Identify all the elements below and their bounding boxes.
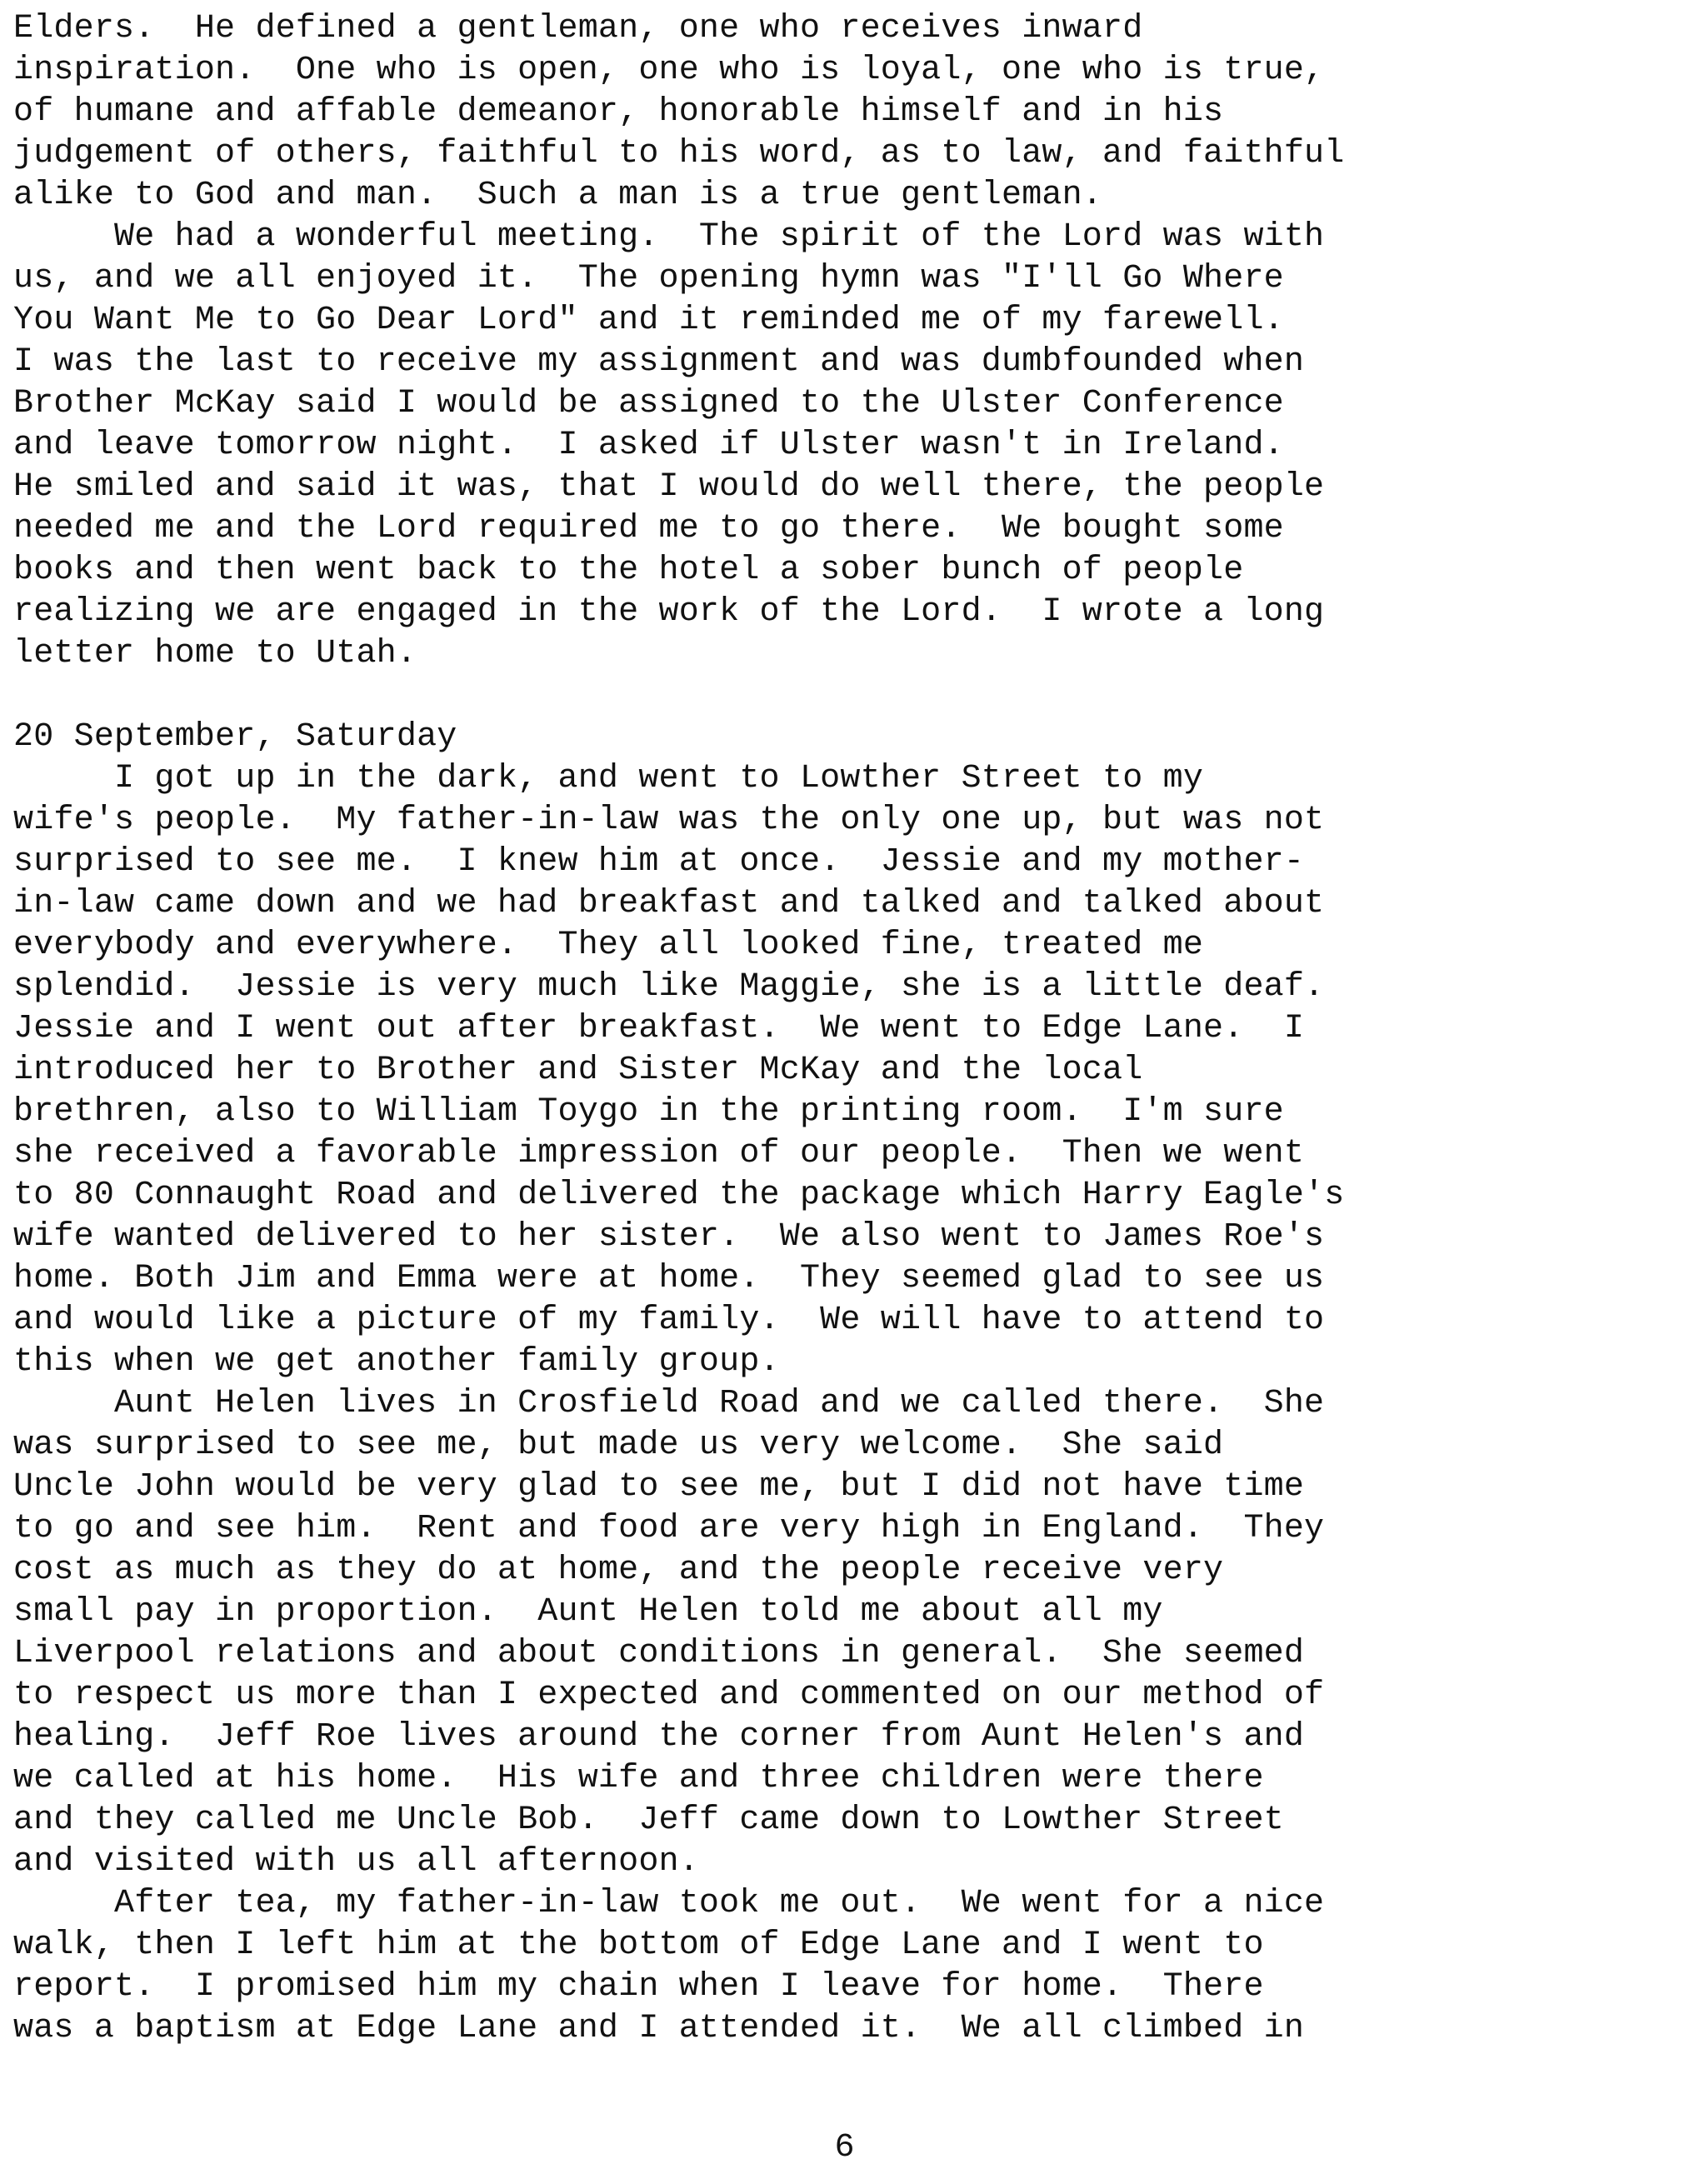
page-number: 6 <box>834 2129 855 2167</box>
text-line: Uncle John would be very glad to see me, but I did not have time <box>13 1468 1305 1506</box>
text-line: of humane and affable demeanor, honorable himself and in his <box>13 93 1224 131</box>
text-line: You Want Me to Go Dear Lord" and it reminded me of my farewell. <box>13 302 1284 339</box>
text-line: this when we get another family group. <box>13 1343 780 1381</box>
text-line: she received a favorable impression of our people. Then we went <box>13 1135 1305 1172</box>
text-line: realizing we are engaged in the work of the Lord. I wrote a long <box>13 593 1325 631</box>
text-line: was a baptism at Edge Lane and I attended it. We all climbed in <box>13 2010 1305 2047</box>
text-line: splendid. Jessie is very much like Maggie, she is a little deaf. <box>13 968 1325 1006</box>
text-line: healing. Jeff Roe lives around the corner from Aunt Helen's and <box>13 1718 1305 1756</box>
text-line: After tea, my father-in-law took me out. We went for a nice <box>13 1885 1325 1922</box>
text-line: Aunt Helen lives in Crosfield Road and we called there. She <box>13 1385 1325 1422</box>
text-line: inspiration. One who is open, one who is loyal, one who is true, <box>13 52 1325 89</box>
text-line: was surprised to see me, but made us very welcome. She said <box>13 1427 1224 1464</box>
text-line: I was the last to receive my assignment and was dumbfounded when <box>13 343 1305 381</box>
text-line: report. I promised him my chain when I leave for home. There <box>13 1968 1264 2006</box>
text-line: We had a wonderful meeting. The spirit of the Lord was with <box>13 218 1325 256</box>
text-line: everybody and everywhere. They all looked fine, treated me <box>13 927 1204 964</box>
text-line: needed me and the Lord required me to go there. We bought some <box>13 510 1284 547</box>
text-line: Elders. He defined a gentleman, one who receives inward <box>13 10 1143 47</box>
text-line: judgement of others, faithful to his word, as to law, and faithful <box>13 135 1345 172</box>
text-line: Brother McKay said I would be assigned to the Ulster Conference <box>13 385 1284 422</box>
text-line: wife's people. My father-in-law was the only one up, but was not <box>13 802 1325 839</box>
date-heading: 20 September, Saturday <box>13 718 457 756</box>
text-line: small pay in proportion. Aunt Helen told me about all my <box>13 1593 1163 1631</box>
text-line: us, and we all enjoyed it. The opening hymn was "I'll Go Where <box>13 260 1284 297</box>
text-line: letter home to Utah. <box>13 635 417 672</box>
text-line: surprised to see me. I knew him at once. Jessie and my mother- <box>13 843 1305 881</box>
body-text <box>13 8 1680 2050</box>
text-line: He smiled and said it was, that I would do well there, the people <box>13 468 1325 506</box>
text-line: in-law came down and we had breakfast and talked and talked about <box>13 885 1325 922</box>
text-line: brethren, also to William Toygo in the printing room. I'm sure <box>13 1093 1284 1131</box>
text-line: and visited with us all afternoon. <box>13 1843 699 1881</box>
text-line: and would like a picture of my family. We will have to attend to <box>13 1302 1325 1339</box>
text-line: books and then went back to the hotel a sober bunch of people <box>13 552 1244 589</box>
text-line: Jessie and I went out after breakfast. We went to Edge Lane. I <box>13 1010 1305 1047</box>
text-line: to respect us more than I expected and commented on our method of <box>13 1677 1325 1714</box>
blank-line <box>13 675 1680 717</box>
text-line: to 80 Connaught Road and delivered the package which Harry Eagle's <box>13 1177 1345 1214</box>
text-line: and they called me Uncle Bob. Jeff came down to Lowther Street <box>13 1802 1284 1839</box>
text-line: Liverpool relations and about conditions in general. She seemed <box>13 1635 1305 1672</box>
text-line: we called at his home. His wife and three children were there <box>13 1760 1264 1797</box>
text-line: wife wanted delivered to her sister. We also went to James Roe's <box>13 1218 1325 1256</box>
text-line: introduced her to Brother and Sister McKay and the local <box>13 1052 1143 1089</box>
text-line: cost as much as they do at home, and the people receive very <box>13 1552 1224 1589</box>
text-line: walk, then I left him at the bottom of Edge Lane and I went to <box>13 1927 1264 1964</box>
text-line: I got up in the dark, and went to Lowther Street to my <box>13 760 1204 797</box>
text-line: and leave tomorrow night. I asked if Ulster wasn't in Ireland. <box>13 427 1284 464</box>
text-line: to go and see him. Rent and food are very high in England. They <box>13 1510 1325 1547</box>
text-line: home. Both Jim and Emma were at home. They seemed glad to see us <box>13 1260 1325 1297</box>
text-line: alike to God and man. Such a man is a true gentleman. <box>13 177 1103 214</box>
